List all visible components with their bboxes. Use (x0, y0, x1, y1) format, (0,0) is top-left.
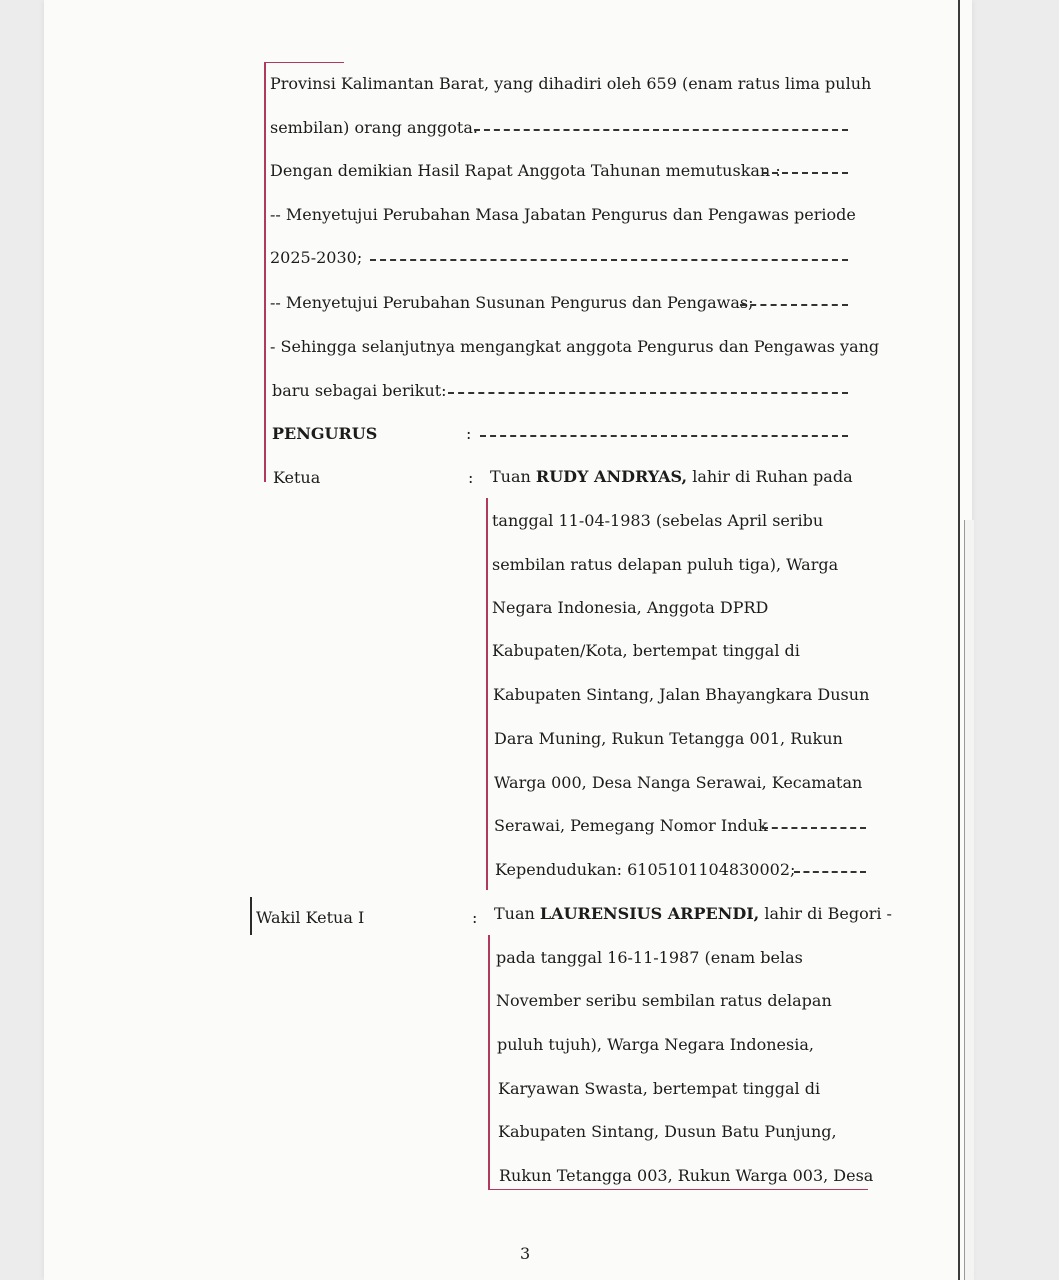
indent-line-wakil-bottom (488, 1189, 868, 1190)
wakil-ketua-first-line (494, 904, 892, 924)
paragraph-line-1: Provinsi Kalimantan Barat, yang dihadiri oleh 659 (enam ratus lima puluh (270, 74, 872, 93)
paragraph-line-5: 2025-2030; (270, 248, 363, 267)
section-heading: PENGURUS (272, 424, 378, 443)
margin-line (264, 62, 266, 482)
ketua-line: Kabupaten Sintang, Jalan Bhayangkara Dusun (493, 685, 870, 704)
dash-fill (762, 827, 866, 829)
ketua-line: Dara Muning, Rukun Tetangga 001, Rukun (494, 729, 843, 748)
ketua-line: Serawai, Pemegang Nomor Induk (494, 816, 768, 835)
margin-line-lower (250, 897, 252, 935)
dash-fill (370, 259, 848, 261)
dash-fill (448, 392, 848, 394)
wakil-ketua-line: Karyawan Swasta, bertempat tinggal di (498, 1079, 821, 1098)
section-colon: : (466, 424, 472, 443)
ketua-line: sembilan ratus delapan puluh tiga), Warga (492, 555, 839, 574)
wakil-ketua-suffix: lahir di Begori - (759, 904, 892, 923)
ketua-first-line (490, 467, 853, 487)
page-number: 3 (520, 1244, 531, 1263)
ketua-prefix: Tuan (490, 467, 536, 486)
paragraph-line-8: baru sebagai berikut: (272, 381, 447, 400)
wakil-ketua-prefix: Tuan (494, 904, 540, 923)
dash-fill (474, 129, 848, 131)
paragraph-line-2: sembilan) orang anggota. (270, 118, 478, 137)
indent-line-ketua (486, 498, 488, 890)
dash-fill (794, 871, 866, 873)
page-edge (958, 0, 960, 1280)
wakil-ketua-label: Wakil Ketua I (256, 908, 365, 927)
wakil-ketua-line: pada tanggal 16-11-1987 (enam belas (496, 948, 803, 967)
indent-line-wakil (488, 935, 490, 1190)
ketua-suffix: lahir di Ruhan pada (687, 467, 853, 486)
ketua-colon: : (468, 468, 474, 487)
paragraph-line-3: Dengan demikian Hasil Rapat Anggota Tahunan memutuskan : (270, 161, 781, 180)
dash-fill (762, 172, 848, 174)
wakil-ketua-line: Rukun Tetangga 003, Rukun Warga 003, Desa (499, 1166, 874, 1185)
wakil-ketua-line: November seribu sembilan ratus delapan (496, 991, 832, 1010)
wakil-ketua-line: Kabupaten Sintang, Dusun Batu Punjung, (498, 1122, 837, 1141)
ketua-line: Kabupaten/Kota, bertempat tinggal di (492, 641, 800, 660)
next-page-edge (964, 520, 974, 1280)
ketua-label: Ketua (273, 468, 321, 487)
ketua-line: tanggal 11-04-1983 (sebelas April seribu (492, 511, 824, 530)
ketua-line: Kependudukan: 6105101104830002; (495, 860, 796, 879)
ketua-name: RUDY ANDRYAS, (535, 467, 688, 486)
ketua-line: Warga 000, Desa Nanga Serawai, Kecamatan (494, 773, 863, 792)
dash-fill (480, 435, 848, 437)
wakil-ketua-name: LAURENSIUS ARPENDI, (539, 904, 760, 923)
paragraph-line-6: -- Menyetujui Perubahan Susunan Pengurus dan Pengawas; (270, 293, 754, 312)
ketua-line: Negara Indonesia, Anggota DPRD (492, 598, 769, 617)
wakil-ketua-colon: : (472, 908, 478, 927)
paragraph-line-4: -- Menyetujui Perubahan Masa Jabatan Pengurus dan Pengawas periode (270, 205, 856, 224)
wakil-ketua-line: puluh tujuh), Warga Negara Indonesia, (497, 1035, 814, 1054)
paragraph-line-7: - Sehingga selanjutnya mengangkat anggota Pengurus dan Pengawas yang (270, 337, 880, 356)
margin-line-top (264, 62, 344, 63)
dash-fill (740, 304, 848, 306)
